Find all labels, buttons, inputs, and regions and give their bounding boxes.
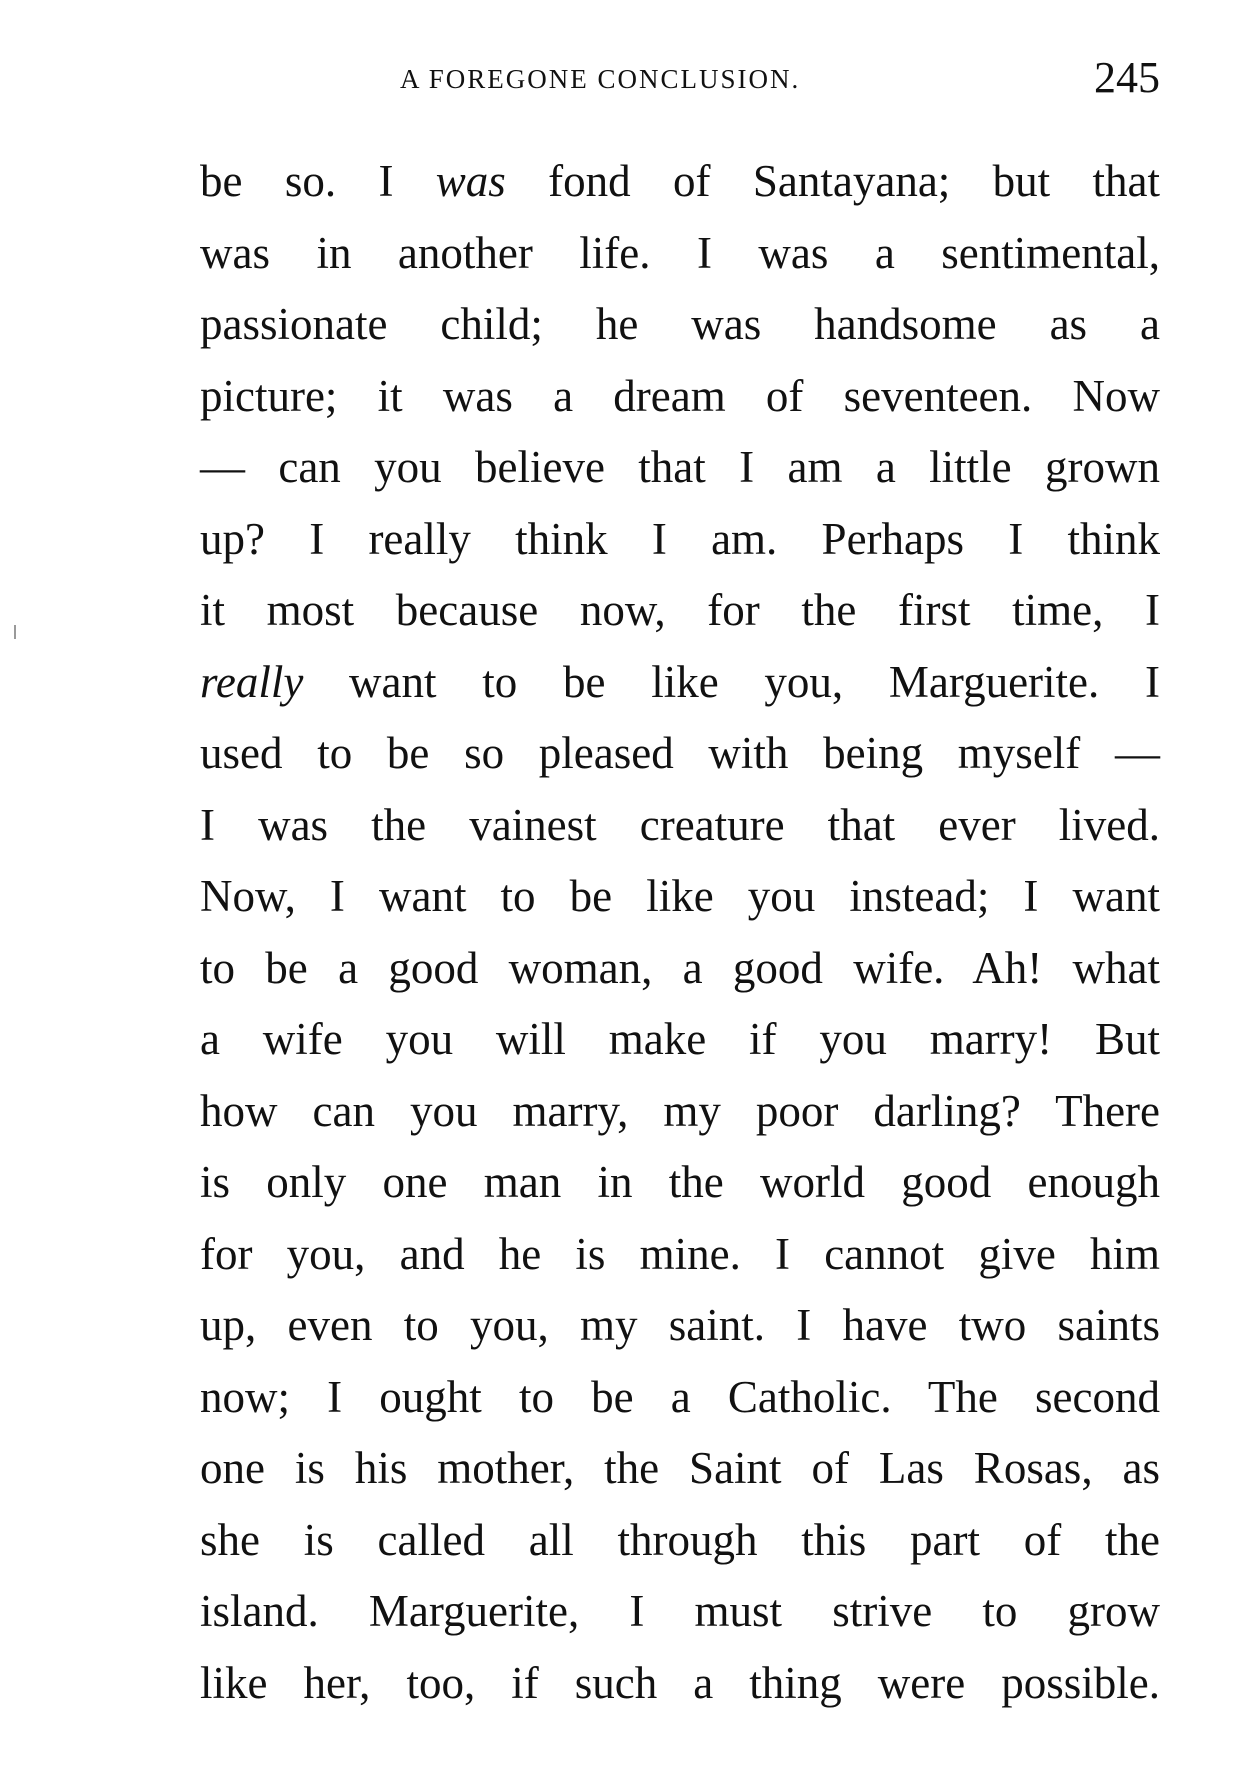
text-line-segment: one is his mother, the Saint of Las Rosas, as (200, 1443, 1160, 1493)
text-line-segment: island. Marguerite, I must strive to grow (200, 1586, 1160, 1636)
text-line (200, 1004, 1160, 1076)
body-text (200, 146, 1160, 1719)
page-header (200, 52, 1160, 112)
text-line (200, 933, 1160, 1005)
text-line-segment: up? I really think I am. Perhaps I think (200, 513, 1160, 564)
text-line-segment: how can you marry, my poor darling? There (200, 1085, 1160, 1136)
text-line (200, 218, 1160, 290)
text-line-segment: used to be so pleased with being myself — (200, 728, 1160, 778)
text-line-segment: up, even to you, my saint. I have two saints (200, 1300, 1160, 1350)
text-line (200, 1505, 1160, 1577)
text-line (200, 718, 1160, 790)
running-title: A FOREGONE CONCLUSION. (400, 64, 801, 94)
text-line-segment: — can you believe that I am a little grown (200, 442, 1160, 492)
text-line-segment: fond of Santayana; but that (505, 156, 1160, 206)
emphasized-word: really (200, 656, 304, 707)
text-line-segment: she is called all through this part of the (200, 1514, 1160, 1565)
text-line (200, 790, 1160, 862)
text-line-segment: is only one man in the world good enough (200, 1157, 1160, 1207)
text-line (200, 647, 1160, 719)
text-line (200, 861, 1160, 933)
text-line (200, 504, 1160, 576)
text-line-segment: picture; it was a dream of seventeen. Now (200, 370, 1160, 421)
text-line-segment: to be a good woman, a good wife. Ah! what (200, 942, 1160, 993)
emphasized-word: was (435, 156, 506, 206)
text-line-segment: I was the vainest creature that ever lived. (200, 799, 1160, 850)
text-line-segment: was in another life. I was a sentimental, (200, 227, 1160, 278)
text-line (200, 1362, 1160, 1434)
text-line (200, 361, 1160, 433)
text-line-segment: for you, and he is mine. I cannot give him (200, 1228, 1160, 1279)
text-line (200, 1433, 1160, 1505)
text-line-segment: Now, I want to be like you instead; I want (200, 871, 1160, 921)
page-number: 245 (1094, 53, 1160, 102)
text-line (200, 146, 1160, 218)
text-line-segment: a wife you will make if you marry! But (200, 1014, 1160, 1064)
text-line (200, 1290, 1160, 1362)
text-line (200, 1076, 1160, 1148)
text-line-segment: now; I ought to be a Catholic. The second (200, 1371, 1160, 1422)
text-line (200, 575, 1160, 647)
text-line-segment: like her, too, if such a thing were possible. (200, 1657, 1160, 1708)
text-line (200, 289, 1160, 361)
text-line (200, 1576, 1160, 1648)
text-line-segment: it most because now, for the first time, I (200, 585, 1160, 635)
text-line-segment: be so. I (200, 156, 436, 206)
text-line-segment: want to be like you, Marguerite. I (303, 656, 1160, 707)
text-line (200, 1219, 1160, 1291)
text-line-segment: passionate child; he was handsome as a (200, 299, 1160, 349)
scan-mark (14, 625, 16, 639)
text-line (200, 1147, 1160, 1219)
text-line (200, 1648, 1160, 1720)
text-line (200, 432, 1160, 504)
